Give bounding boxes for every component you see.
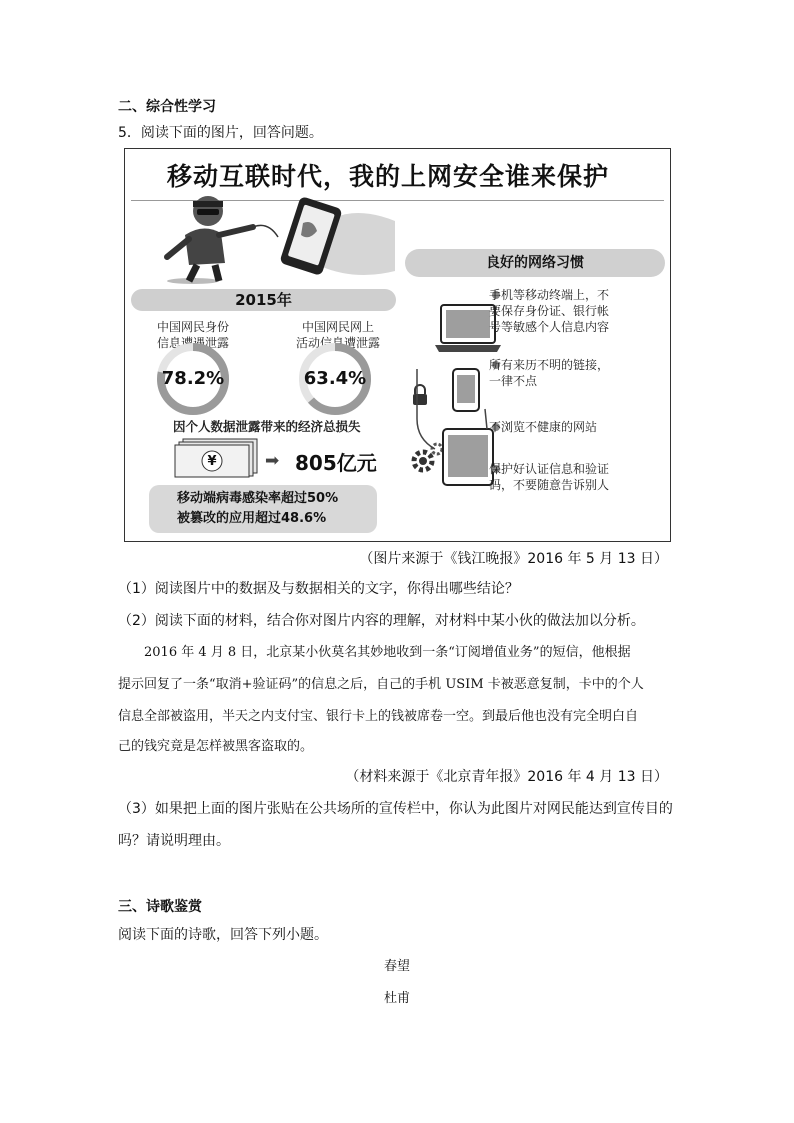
material-line3: 信息全部被盗用，半天之内支付宝、银行卡上的钱被席卷一空。到最后他也没有完全明白自	[118, 709, 639, 724]
habit3-line1: 不浏览不健康的网站	[489, 420, 598, 434]
virus-stats	[149, 485, 377, 533]
loss-value: 805亿元	[295, 451, 377, 475]
habit1-line1: 手机等移动终端上，不	[489, 288, 610, 302]
stat1-label-line2: 信息遭遇泄露	[156, 336, 229, 350]
arrow-right-icon: ➡	[265, 451, 280, 471]
section3-instruction: 阅读下面的诗歌，回答下列小题。	[118, 927, 328, 943]
question-2: （2）阅读下面的材料，结合你对图片内容的理解，对材料中某小伙的做法加以分析。	[118, 613, 645, 629]
habit1-text	[489, 287, 609, 335]
question-5: 5．阅读下面的图片，回答问题。	[118, 125, 323, 141]
question-3-line1: （3）如果把上面的图片张贴在公共场所的宣传栏中，你认为此图片对网民能达到宣传目的	[118, 801, 673, 817]
habits-title: 良好的网络习惯	[405, 249, 665, 277]
habit4-line2: 码，不要随意告诉别人	[489, 478, 610, 492]
stat2-label-line2: 活动信息遭泄露	[295, 336, 380, 350]
section-heading: 二、综合性学习	[118, 99, 216, 115]
image-source: （图片来源于《钱江晚报》2016 年 5 月 13 日）	[359, 551, 668, 567]
virus-line1: 移动端病毒感染率超过50%	[177, 491, 339, 506]
habit2-line1: 所有来历不明的链接，	[489, 358, 610, 372]
stat2-label-line1: 中国网民网上	[301, 320, 374, 334]
infographic	[124, 148, 671, 542]
habit2-text	[489, 357, 609, 389]
material-source: （材料来源于《北京青年报》2016 年 4 月 13 日）	[345, 769, 668, 785]
infographic-title: 移动互联时代，我的上网安全谁来保护	[167, 162, 610, 191]
stat2-value: 63.4%	[303, 368, 367, 389]
section3-heading: 三、诗歌鉴赏	[118, 899, 202, 915]
loss-label: 因个人数据泄露带来的经济总损失	[173, 419, 361, 434]
stat1-value: 78.2%	[161, 368, 225, 389]
habit4-line1: 保护好认证信息和验证	[489, 462, 610, 476]
habit4-text	[489, 461, 609, 493]
connector-lines	[415, 299, 495, 499]
material-line1: 2016 年 4 月 8 日，北京某小伙莫名其妙地收到一条“订阅增值业务”的短信，他根据	[144, 645, 631, 660]
material-line4: 己的钱究竟是怎样被黑客盗取的。	[118, 739, 314, 754]
stat1-label-line1: 中国网民身份	[156, 320, 229, 334]
yuan-symbol: ¥	[207, 454, 217, 469]
habit2-line2: 一律不点	[489, 374, 538, 388]
question-1: （1）阅读图片中的数据及与数据相关的文字，你得出哪些结论？	[118, 581, 519, 597]
question-3-line2: 吗？请说明理由。	[118, 833, 230, 849]
thief-illustration	[153, 185, 288, 285]
virus-line2: 被篡改的应用超过48.6%	[177, 511, 327, 526]
poem-title: 春望	[383, 959, 410, 974]
habit1-line3: 号等敏感个人信息内容	[489, 320, 610, 334]
poem-author: 杜甫	[383, 991, 410, 1006]
phone-hand-illustration	[275, 191, 400, 283]
material-line2: 提示回复了一条“取消+验证码”的信息之后，自己的手机 USIM 卡被恶意复制，卡中的个人	[118, 677, 644, 692]
habit1-line2: 要保存身份证、银行帐	[489, 304, 610, 318]
habit3-text	[489, 419, 597, 435]
year-banner: 2015年	[131, 289, 396, 311]
